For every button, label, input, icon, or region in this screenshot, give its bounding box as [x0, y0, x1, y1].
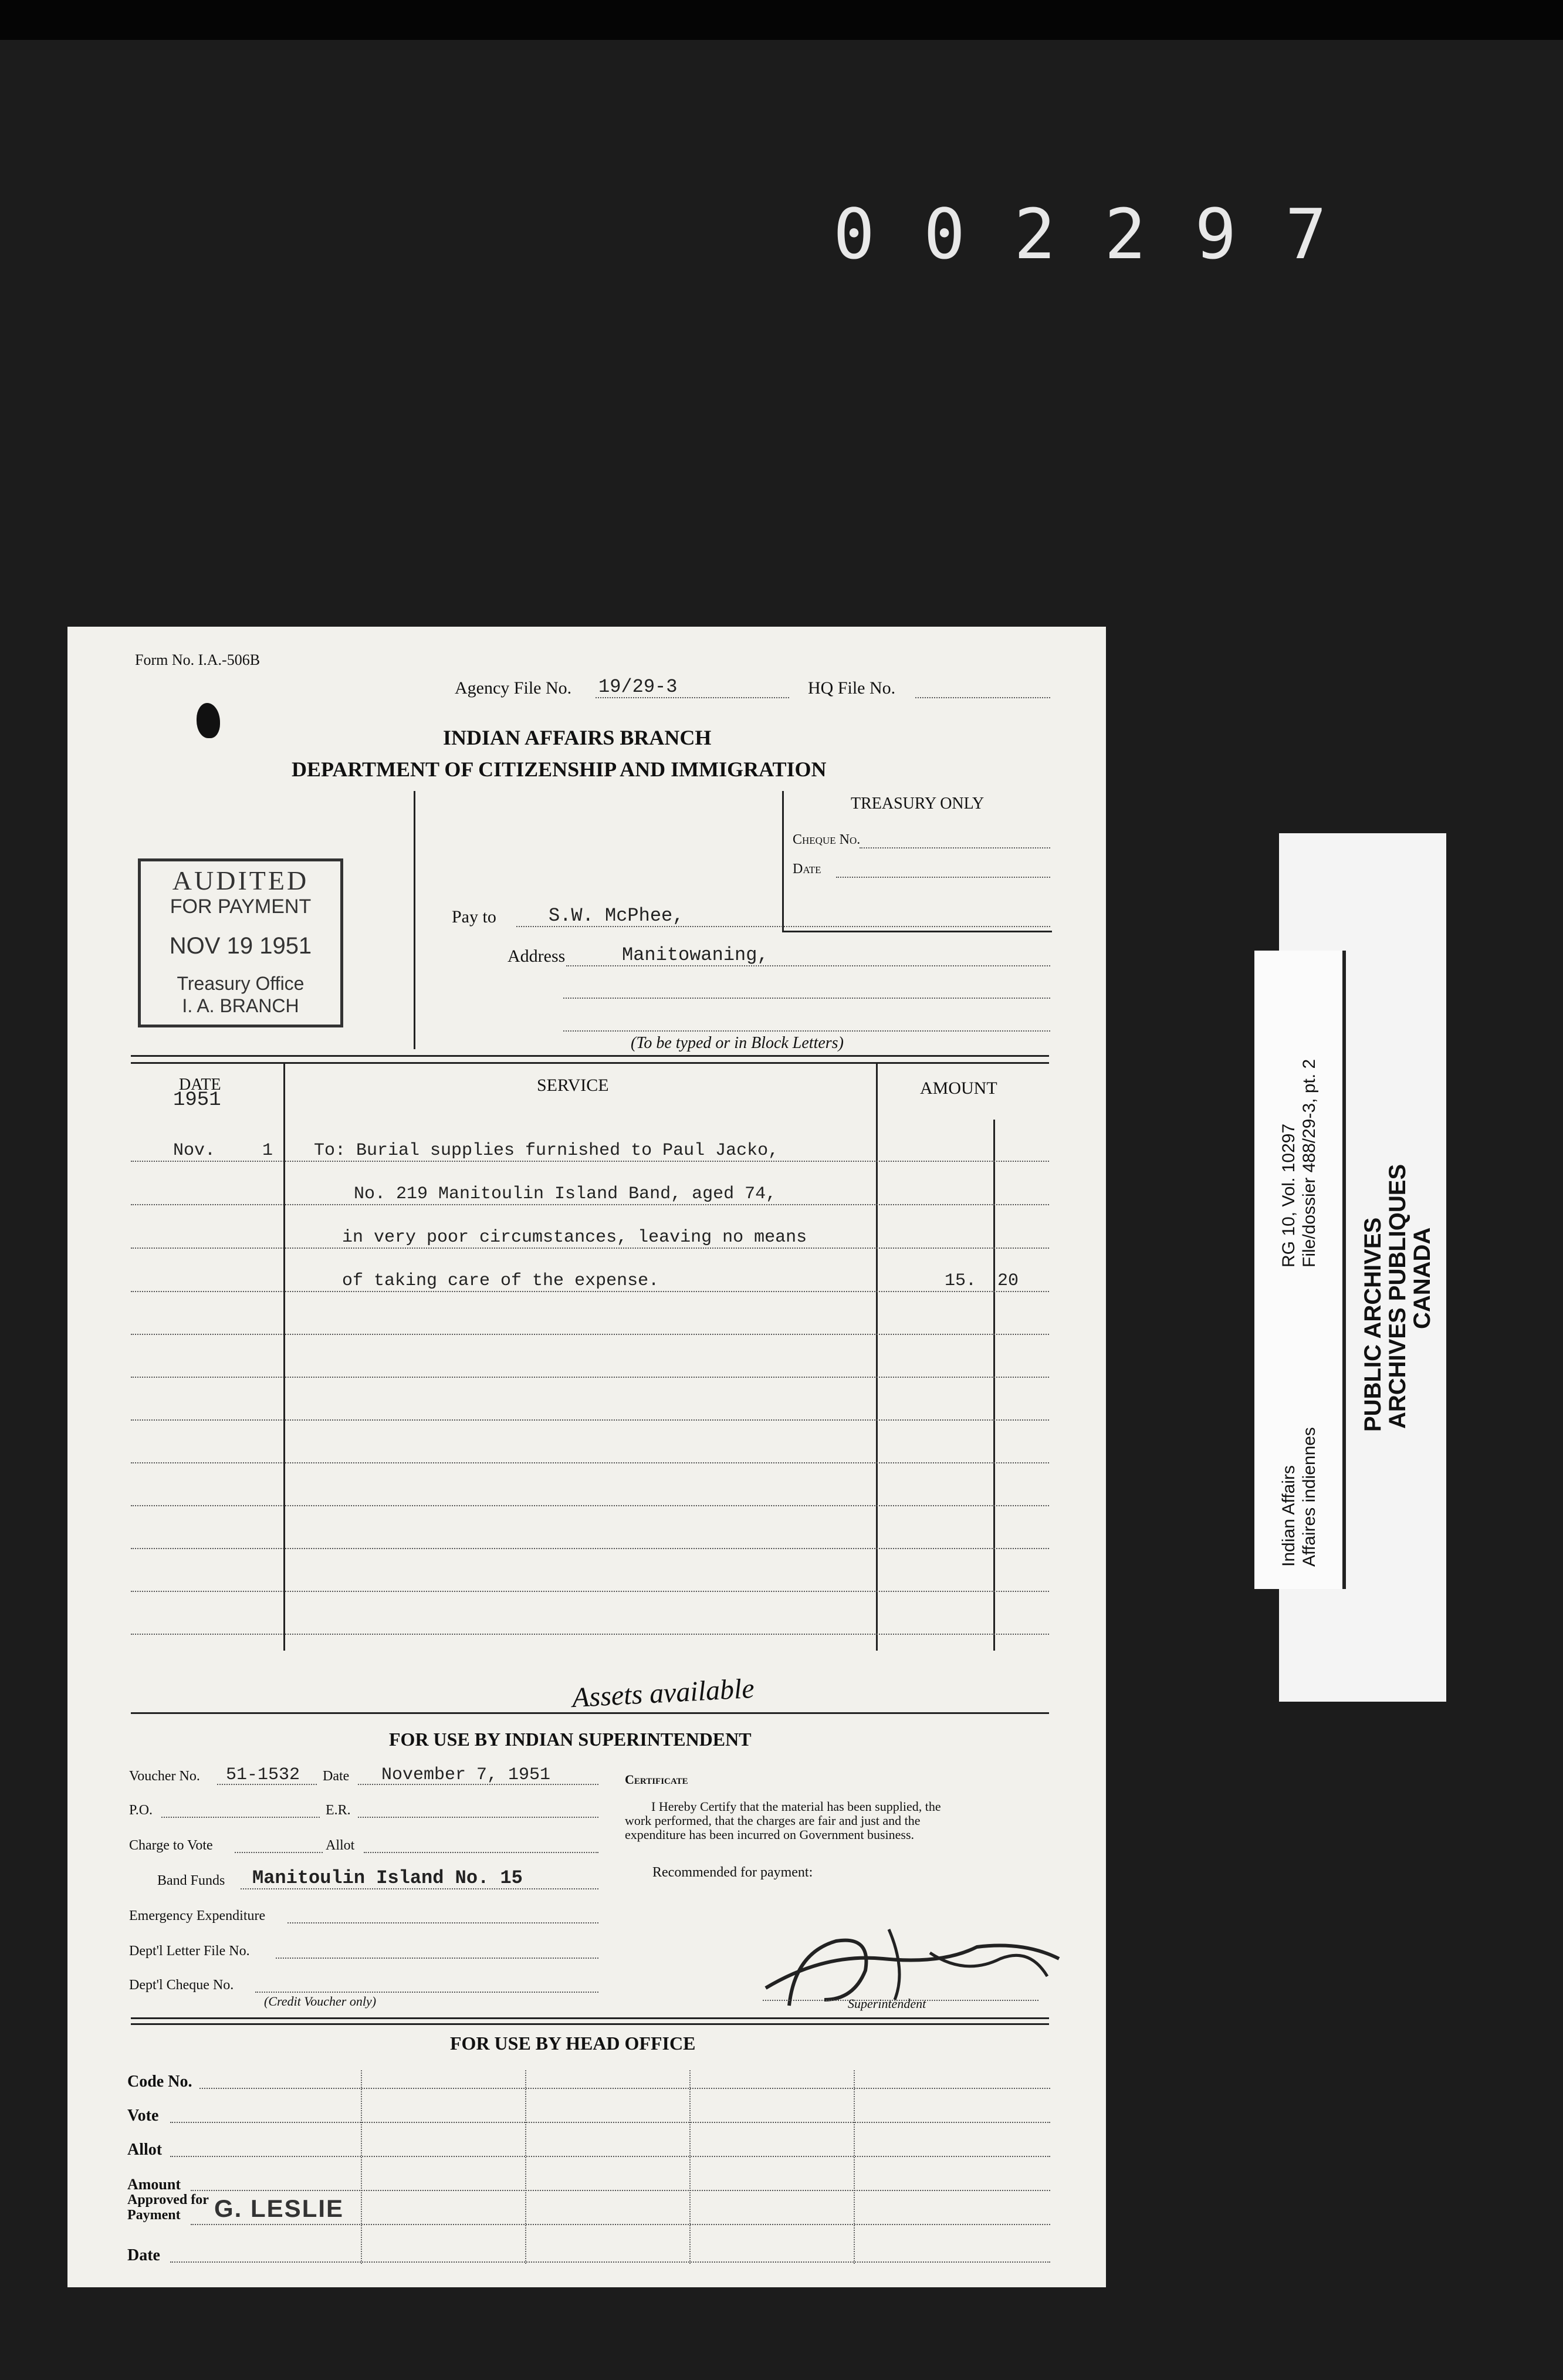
- po-label: P.O.: [129, 1803, 153, 1818]
- approved-stamp: G. LESLIE: [214, 2195, 344, 2222]
- film-top-band: [0, 0, 1563, 40]
- voucher-label: Voucher No.: [129, 1769, 200, 1784]
- head-allot-label: Allot: [127, 2141, 163, 2159]
- pay-to-value: S.W. McPhee,: [549, 905, 684, 927]
- archive-public-archives: PUBLIC ARCHIVES: [1360, 1217, 1386, 1432]
- date-header: DATE: [179, 1076, 221, 1094]
- allot-label: Allot: [326, 1838, 355, 1853]
- stamp-for-payment: FOR PAYMENT: [170, 895, 312, 918]
- amount-dollars: 15.: [945, 1271, 977, 1291]
- head-office-heading: FOR USE BY HEAD OFFICE: [450, 2033, 696, 2054]
- pay-to-label: Pay to: [452, 907, 496, 927]
- stamp-treasury-office: Treasury Office: [177, 973, 305, 994]
- voucher-date-label: Date: [323, 1769, 350, 1784]
- letter-file-label: Dept'l Letter File No.: [129, 1943, 250, 1959]
- treasury-only-label: TREASURY ONLY: [851, 795, 985, 813]
- vote-label: Vote: [127, 2107, 159, 2125]
- service-line-2: No. 219 Manitoulin Island Band, aged 74,: [354, 1184, 777, 1204]
- code-no-label: Code No.: [127, 2073, 192, 2091]
- address-value: Manitowaning,: [622, 944, 769, 966]
- amount-header: AMOUNT: [920, 1079, 997, 1098]
- frame-number-text: 0 0 2 2 9 7: [833, 194, 1331, 275]
- service-line-4: of taking care of the expense.: [342, 1271, 659, 1291]
- certificate-text-1: I Hereby Certify that the material has been supplied, the: [651, 1799, 941, 1814]
- archive-canada: CANADA: [1409, 1227, 1435, 1329]
- voucher-date-value: November 7, 1951: [381, 1765, 551, 1785]
- table-year: 1951: [173, 1089, 221, 1111]
- amount-label: Amount: [127, 2176, 181, 2193]
- branch-title: INDIAN AFFAIRS BRANCH: [443, 726, 712, 749]
- recommended-label: Recommended for payment:: [652, 1865, 813, 1880]
- service-line-1: To: Burial supplies furnished to Paul Jacko,: [314, 1141, 779, 1161]
- archive-file-dossier: File/dossier 488/29-3, pt. 2: [1300, 1059, 1319, 1267]
- voucher-document: [67, 627, 1106, 2287]
- archive-rg-volume: RG 10, Vol. 10297: [1279, 1123, 1298, 1267]
- credit-voucher-note: (Credit Voucher only): [264, 1994, 377, 2009]
- row-month: Nov.: [173, 1141, 216, 1161]
- approved-for-label: Approved for: [127, 2192, 209, 2207]
- certificate-heading: Certificate: [625, 1772, 688, 1787]
- archive-archives-publiques: ARCHIVES PUBLIQUES: [1385, 1164, 1410, 1429]
- er-label: E.R.: [326, 1803, 351, 1818]
- audited-stamp: [138, 858, 343, 1027]
- service-header: SERVICE: [537, 1076, 609, 1095]
- certificate-text-3: expenditure has been incurred on Government business.: [625, 1827, 915, 1842]
- hq-file-label: HQ File No.: [808, 678, 896, 698]
- stamp-branch: I. A. BRANCH: [182, 995, 299, 1016]
- address-label: Address: [508, 946, 566, 966]
- payment-label: Payment: [127, 2207, 181, 2223]
- agency-file-label: Agency File No.: [455, 678, 572, 698]
- service-line-3: in very poor circumstances, leaving no means: [342, 1228, 807, 1248]
- agency-file-value: 19/29-3: [598, 676, 678, 698]
- handwritten-note: Assets available: [571, 1672, 755, 1714]
- treasury-date-label: Date: [793, 861, 821, 877]
- form-number: Form No. I.A.-506B: [135, 651, 260, 668]
- stamp-audited: AUDITED: [172, 866, 309, 895]
- head-date-label: Date: [127, 2246, 160, 2264]
- block-letters-note: (To be typed or in Block Letters): [631, 1034, 844, 1052]
- certificate-text-2: work performed, that the charges are fair and just and the: [625, 1813, 921, 1828]
- superintendent-caption: Superintendent: [848, 1996, 926, 2011]
- voucher-value: 51-1532: [226, 1765, 300, 1785]
- archive-indian-affairs: Indian Affairs: [1279, 1465, 1298, 1567]
- ink-blot: [197, 703, 220, 738]
- row-day: 1: [262, 1141, 273, 1161]
- cheque-no-label: Cheque No.: [793, 832, 861, 847]
- emergency-label: Emergency Expenditure: [129, 1908, 266, 1923]
- archive-affaires-indiennes: Affaires indiennes: [1300, 1427, 1319, 1567]
- dept-cheque-label: Dept'l Cheque No.: [129, 1977, 234, 1993]
- department-title: DEPARTMENT OF CITIZENSHIP AND IMMIGRATION: [292, 758, 827, 781]
- superintendent-heading: FOR USE BY INDIAN SUPERINTENDENT: [389, 1729, 752, 1750]
- reel-frame-number: [833, 194, 1385, 275]
- charge-to-vote-label: Charge to Vote: [129, 1838, 213, 1853]
- amount-cents: 20: [997, 1271, 1019, 1291]
- band-funds-label: Band Funds: [157, 1873, 225, 1888]
- stamp-date: NOV 19 1951: [169, 933, 312, 959]
- band-funds-value: Manitoulin Island No. 15: [252, 1867, 523, 1889]
